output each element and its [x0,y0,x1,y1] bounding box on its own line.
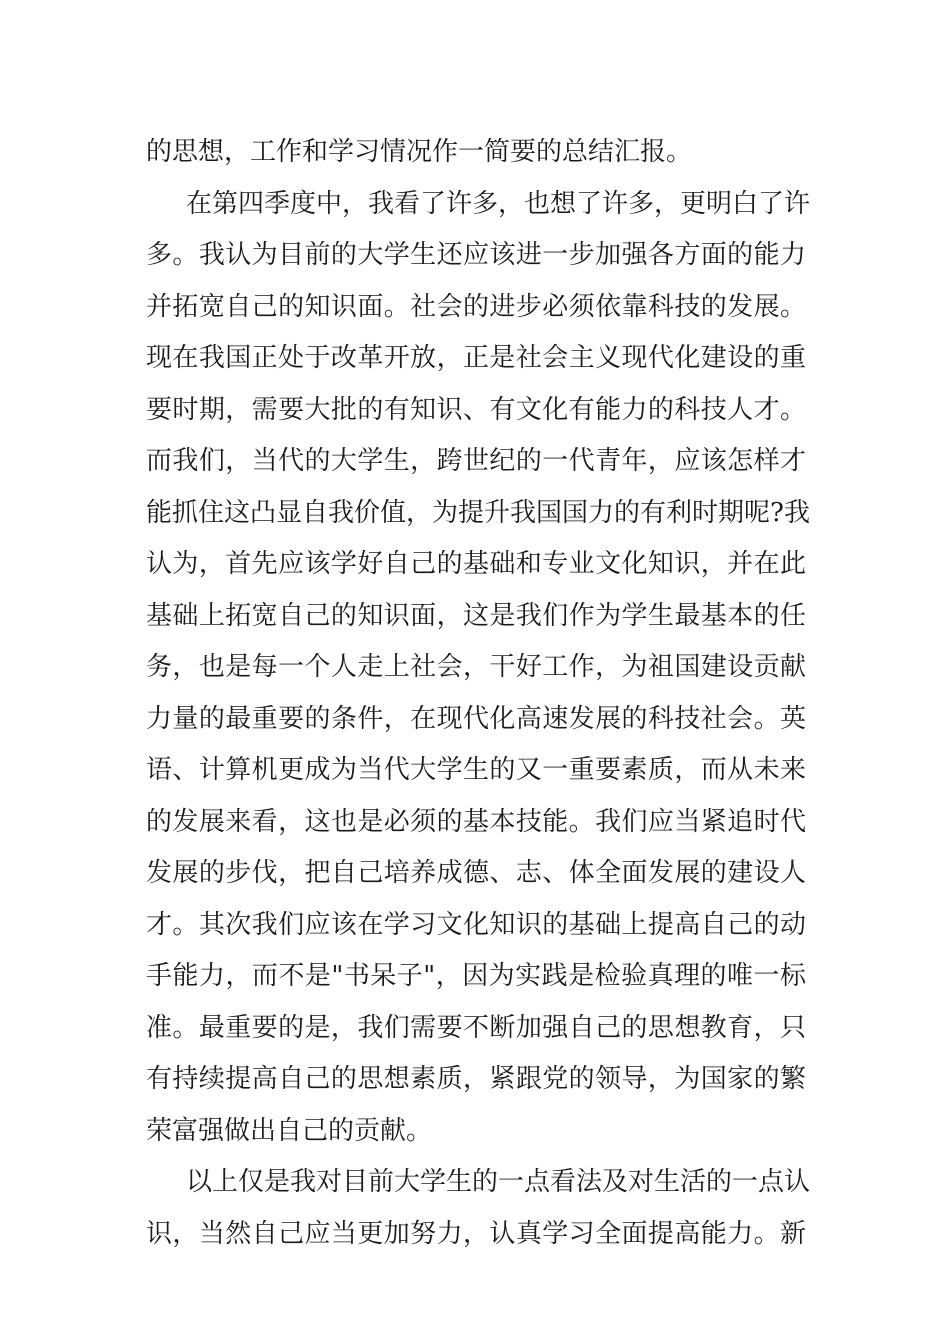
paragraph-start-line: 在第四季度中，我看了许多，也想了许多，更明白了许 [186,188,811,219]
paragraph-start-line: 以上仅是我对目前大学生的一点看法及对生活的一点认 [186,1167,811,1197]
text-line: 现在我国正处于改革开放，正是社会主义现代化建设的重 [146,343,806,373]
text-line: 手能力，而不是"书呆子"，因为实践是检验真理的唯一标 [146,961,806,991]
body-text [146,127,811,1260]
text-line: 认为，首先应该学好自己的基础和专业文化知识，并在此 [146,549,806,579]
text-line: 荣富强做出自己的贡献。 [146,1115,433,1146]
text-line: 而我们，当代的大学生，跨世纪的一代青年，应该怎样才 [146,446,806,476]
text-line: 的思想，工作和学习情况作一简要的总结汇报。 [146,137,693,167]
text-line: 才。其次我们应该在学习文化知识的基础上提高自己的动 [146,909,806,940]
text-line: 发展的步伐，把自己培养成德、志、体全面发展的建设人 [146,858,806,888]
text-line: 准。最重要的是，我们需要不断加强自己的思想教育，只 [146,1012,806,1043]
text-line: 语、计算机更成为当代大学生的又一重要素质，而从未来 [146,755,806,785]
text-line: 有持续提高自己的思想素质，紧跟党的领导，为国家的繁 [146,1064,806,1094]
text-line: 并拓宽自己的知识面。社会的进步必须依靠科技的发展。 [146,291,806,322]
text-line: 要时期，需要大批的有知识、有文化有能力的科技人才。 [146,394,806,425]
text-line: 能抓住这凸显自我价值，为提升我国国力的有利时期呢?我 [146,497,810,528]
text-line: 务，也是每一个人走上社会，干好工作，为祖国建设贡献 [146,652,806,682]
text-line: 的发展来看，这也是必须的基本技能。我们应当紧追时代 [146,806,806,837]
text-line: 多。我认为目前的大学生还应该进一步加强各方面的能力 [146,240,806,270]
text-line: 基础上拓宽自己的知识面，这是我们作为学生最基本的任 [146,600,806,631]
text-line: 力量的最重要的条件，在现代化高速发展的科技社会。英 [146,703,806,734]
text-line: 识，当然自己应当更加努力，认真学习全面提高能力。新 [146,1218,806,1249]
